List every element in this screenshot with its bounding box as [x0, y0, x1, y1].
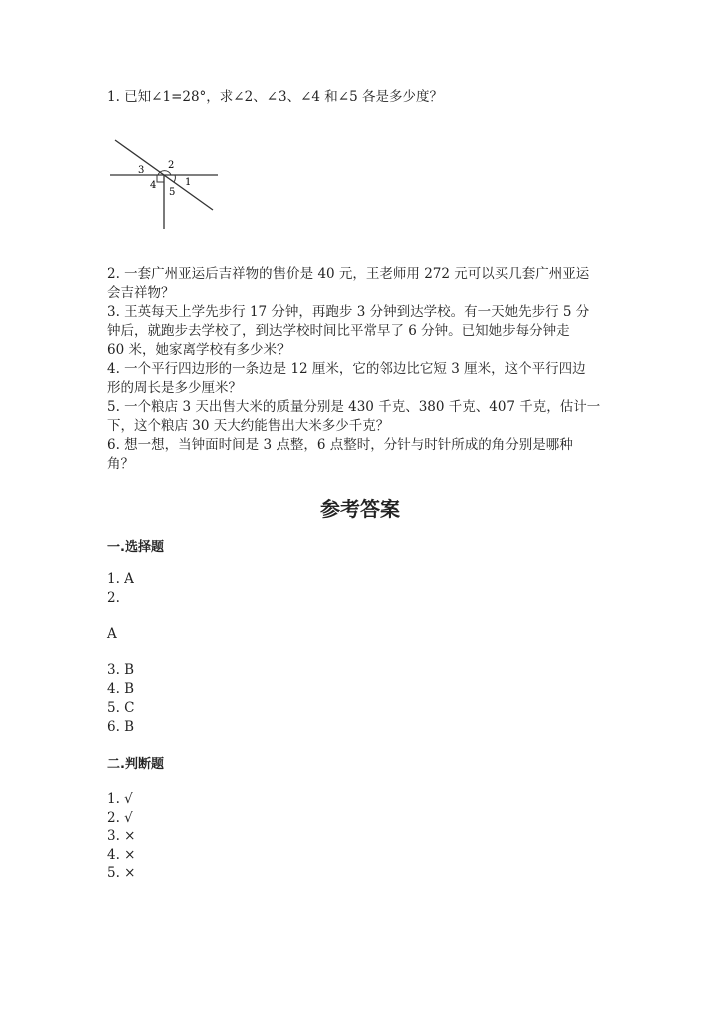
angle-label-4: 4	[150, 180, 157, 191]
answer-item: 3. ×	[107, 828, 136, 844]
question-line: 钟后，就跑步去学校了，到达学校时间比平常早了 6 分钟。已知她步每分钟走	[107, 323, 570, 339]
question-line: 形的周长是多少厘米？	[107, 380, 242, 396]
angle-label-3: 3	[138, 165, 145, 176]
answer-item: 4. ×	[107, 847, 136, 863]
question-line: 2. 一套广州亚运后吉祥物的售价是 40 元，王老师用 272 元可以买几套广州亚运	[107, 266, 590, 282]
answer-item: 5. C	[107, 700, 135, 716]
answer-item: 1. √	[107, 791, 133, 807]
question-line: 下，这个粮店 30 天大约能售出大米多少千克？	[107, 418, 390, 434]
answer-item: 3. B	[107, 662, 135, 678]
answer-item: 2. √	[107, 810, 133, 826]
answer-item: 4. B	[107, 681, 135, 697]
question-line: 会吉祥物？	[107, 285, 175, 301]
question-line: 6. 想一想，当钟面时间是 3 点整，6 点整时，分针与时针所成的角分别是哪种	[107, 437, 573, 453]
angle-diagram	[108, 135, 223, 230]
question-line: 4. 一个平行四边形的一条边是 12 厘米，它的邻边比它短 3 厘米，这个平行四边	[107, 361, 586, 377]
answer-item: 5. ×	[107, 865, 136, 881]
answer-item: 6. B	[107, 719, 135, 735]
question-line: 5. 一个粮店 3 天出售大米的质量分别是 430 千克、380 千克、407 千克，估计一	[107, 399, 601, 415]
question-line: 3. 王英每天上学先步行 17 分钟，再跑步 3 分钟到达学校。有一天她先步行 5 分	[107, 304, 590, 320]
angle-label-5: 5	[169, 187, 176, 198]
question-line: 1. 已知∠1=28°，求∠2、∠3、∠4 和∠5 各是多少度？	[107, 89, 443, 105]
angle-label-1: 1	[185, 177, 192, 188]
answer-item: A	[107, 626, 117, 642]
question-line: 角？	[107, 456, 134, 472]
question-line: 60 米，她家离学校有多少米？	[107, 342, 291, 358]
answer-item: 2.	[107, 590, 120, 606]
section-heading: 二.判断题	[107, 757, 164, 772]
angle-label-2: 2	[168, 160, 175, 171]
section-heading: 一.选择题	[107, 540, 164, 555]
answer-title: 参考答案	[320, 497, 400, 521]
answer-item: 1. A	[107, 571, 134, 587]
